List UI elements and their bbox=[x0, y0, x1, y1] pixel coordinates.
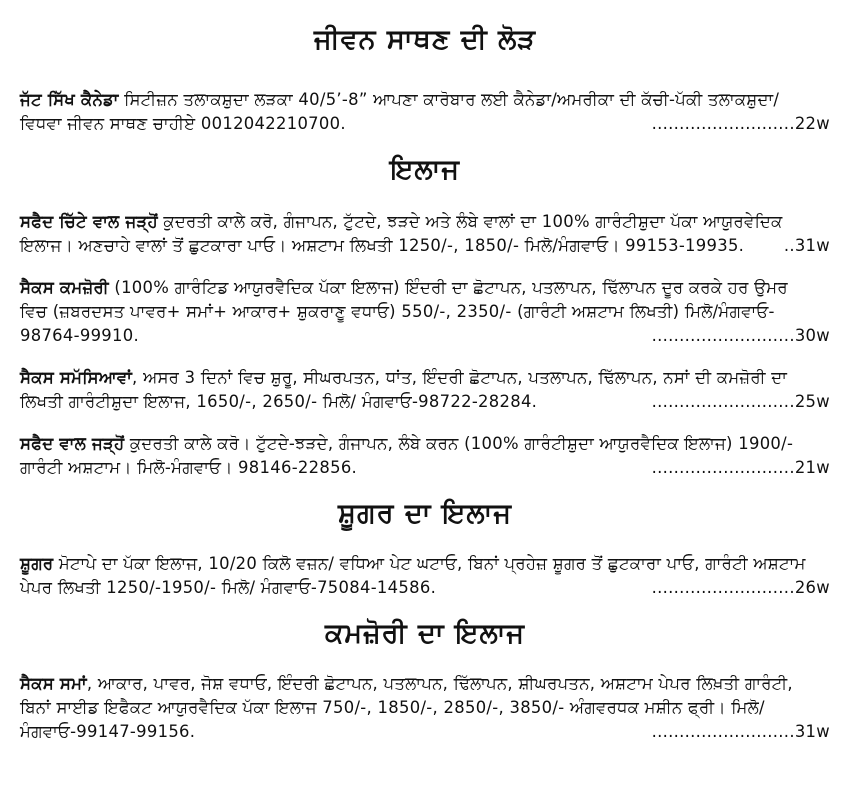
ad-tail bbox=[20, 390, 830, 414]
ad-lead: ਸੈਕਸ ਸਮੱਸਿਆਵਾਂ bbox=[20, 368, 133, 387]
section-heading-treatment: ਇਲਾਜ bbox=[389, 154, 461, 185]
ad-tail bbox=[20, 720, 830, 744]
ad-text: , ਅਸਰ 3 ਦਿਨਾਂ ਵਿਚ ਸ਼ੁਰੂ, ਸੀਘਰਪਤਨ, ਧਾਂਤ, ਇੰਦਰੀ ਛੋਟਾਪਨ, ਪਤਲਾਪਨ, ਢਿੱਲਾਪਨ, ਨਸਾਂ ਦੀ ਕਮਜ਼ੋਰੀ ਦਾ bbox=[132, 368, 788, 387]
ad-text: ਮੋਟਾਪੇ ਦਾ ਪੱਕਾ ਇਲਾਜ, 10/20 ਕਿਲੋ ਵਜ਼ਨ/ ਵਧਿਆ ਪੇਟ ਘਟਾਓ, ਬਿਨਾਂ ਪ੍ਰਹੇਜ਼ ਸ਼ੂਗਰ ਤੋਂ ਛੁਟਕਾਰਾ ਪਾਓ, ਗਾਰੰਟੀ ਅਸ਼ਟਾਮ bbox=[53, 554, 806, 573]
ad-code: ..........................26w bbox=[651, 578, 830, 597]
classified-ad bbox=[20, 366, 830, 414]
ad-text: ਪੇਪਰ ਲਿਖਤੀ 1250/-1950/- ਮਿਲੋ/ ਮੰਗਵਾਓ-75084-14586. bbox=[20, 578, 437, 597]
classified-ad bbox=[20, 672, 830, 744]
ad-lead: ਸ਼ੂਗਰ bbox=[20, 554, 54, 573]
section-heading-life-partner: ਜੀਵਨ ਸਾਥਣ ਦੀ ਲੋੜ bbox=[313, 24, 537, 55]
ad-text: ਲਿਖਤੀ ਗਾਰੰਟੀਸ਼ੁਦਾ ਇਲਾਜ, 1650/-, 2650/- ਮਿਲੋ/ ਮੰਗਵਾਓ-98722-28284. bbox=[20, 392, 538, 411]
ad-tail bbox=[20, 234, 830, 258]
ad-lead: ਜੱਟ ਸਿੱਖ ਕੈਨੇਡਾ bbox=[20, 90, 119, 109]
ad-text: (100% ਗਾਰੰਟਿਡ ਆਯੁਰਵੈਦਿਕ ਪੱਕਾ ਇਲਾਜ) ਇੰਦਰੀ ਦਾ ਛੋਟਾਪਨ, ਪਤਲਾਪਨ, ਢਿੱਲਾਪਨ ਦੂਰ ਕਰਕੇ ਹਰ ਉਮਰ bbox=[108, 278, 788, 297]
ad-text: ਇਲਾਜ। ਅਣਚਾਹੇ ਵਾਲਾਂ ਤੋਂ ਛੁਟਕਾਰਾ ਪਾਓ। ਅਸ਼ਟਾਮ ਲਿਖਤੀ 1250/-, 1850/- ਮਿਲੋ/ਮੰਗਵਾਓ। 99153-19935. bbox=[20, 236, 745, 255]
ad-lead: ਸੈਕਸ ਸਮਾਂ bbox=[20, 674, 87, 693]
ad-code: ..........................30w bbox=[651, 326, 830, 345]
section-heading-sugar: ਸ਼ੂਗਰ ਦਾ ਇਲਾਜ bbox=[338, 498, 512, 529]
ad-text: ਵਿਧਵਾ ਜੀਵਨ ਸਾਥਣ ਚਾਹੀਏ 0012042210700. bbox=[20, 114, 346, 133]
classified-ad bbox=[20, 276, 830, 348]
ad-tail bbox=[20, 576, 830, 600]
ad-code: ..31w bbox=[783, 236, 830, 255]
section-heading-weakness: ਕਮਜ਼ੋਰੀ ਦਾ ਇਲਾਜ bbox=[324, 618, 526, 649]
ad-text: ਮੰਗਵਾਓ-99147-99156. bbox=[20, 722, 196, 741]
classified-ad bbox=[20, 88, 830, 136]
ad-text: ਗਾਰੰਟੀ ਅਸ਼ਟਾਮ। ਮਿਲੋ-ਮੰਗਵਾਓ। 98146-22856. bbox=[20, 458, 358, 477]
ad-code: ..........................21w bbox=[651, 458, 830, 477]
ad-text: ਬਿਨਾਂ ਸਾਈਡ ਇਫੈਕਟ ਆਯੁਰਵੈਦਿਕ ਪੱਕਾ ਇਲਾਜ 750/-, 1850/-, 2850/-, 3850/- ਅੰਗਵਰਧਕ ਮਸ਼ੀਨ ਫ੍ਰੀ। ਮਿਲੋ/ bbox=[20, 698, 765, 717]
ad-lead: ਸੈਕਸ ਕਮਜ਼ੋਰੀ bbox=[20, 278, 109, 297]
ad-lead: ਸਫੈਦ ਵਾਲ ਜੜ੍ਹੋਂ bbox=[20, 434, 125, 453]
ad-text: ਸਿਟੀਜ਼ਨ ਤਲਾਕਸ਼ੁਦਾ ਲੜਕਾ 40/5’-8” ਆਪਣਾ ਕਾਰੋਬਾਰ ਲਈ ਕੈਨੇਡਾ/ਅਮਰੀਕਾ ਦੀ ਕੱਚੀ-ਪੱਕੀ ਤਲਾਕਸ਼ੁਦਾ/ bbox=[118, 90, 780, 109]
ad-text: , ਆਕਾਰ, ਪਾਵਰ, ਜੋਸ਼ ਵਧਾਓ, ਇੰਦਰੀ ਛੋਟਾਪਨ, ਪਤਲਾਪਨ, ਢਿੱਲਾਪਨ, ਸ਼ੀਘਰਪਤਨ, ਅਸ਼ਟਾਮ ਪੇਪਰ ਲਿਖ਼ਤੀ ਗਾਰੰਟੀ, bbox=[86, 674, 793, 693]
classified-ad bbox=[20, 552, 830, 600]
ad-tail bbox=[20, 456, 830, 480]
ad-text: ਵਿਚ (ਜ਼ਬਰਦਸਤ ਪਾਵਰ+ ਸਮਾਂ+ ਆਕਾਰ+ ਸ਼ੁਕਰਾਣੂ ਵਧਾਓ) 550/-, 2350/- (ਗਾਰੰਟੀ ਅਸ਼ਟਾਮ ਲਿਖਤੀ) ਮਿਲੋ/ਮੰਗਵਾਓ- bbox=[20, 302, 775, 321]
ad-code: ..........................31w bbox=[651, 722, 830, 741]
ad-code: ..........................25w bbox=[651, 392, 830, 411]
ad-tail bbox=[20, 112, 830, 136]
ad-lead: ਸਫੈਦ ਚਿੱਟੇ ਵਾਲ ਜੜ੍ਹੋਂ bbox=[20, 212, 158, 231]
classified-ad bbox=[20, 432, 830, 480]
classified-ad bbox=[20, 210, 830, 258]
ad-text: ਕੁਦਰਤੀ ਕਾਲੇ ਕਰੋ। ਟੁੱਟਦੇ-ਝੜਦੇ, ਗੰਜਾਪਨ, ਲੰਬੇ ਕਰਨ (100% ਗਾਰੰਟੀਸ਼ੁਦਾ ਆਯੁਰਵੈਦਿਕ ਇਲਾਜ) 1900/- bbox=[124, 434, 794, 453]
ad-code: ..........................22w bbox=[651, 114, 830, 133]
ad-text: 98764-99910. bbox=[20, 326, 140, 345]
ad-text: ਕੁਦਰਤੀ ਕਾਲੇ ਕਰੋ, ਗੰਜਾਪਨ, ਟੁੱਟਦੇ, ਝੜਦੇ ਅਤੇ ਲੰਬੇ ਵਾਲਾਂ ਦਾ 100% ਗਾਰੰਟੀਸ਼ੁਦਾ ਪੱਕਾ ਆਯੁਰਵੇਦਿਕ bbox=[157, 212, 783, 231]
ad-tail bbox=[20, 324, 830, 348]
